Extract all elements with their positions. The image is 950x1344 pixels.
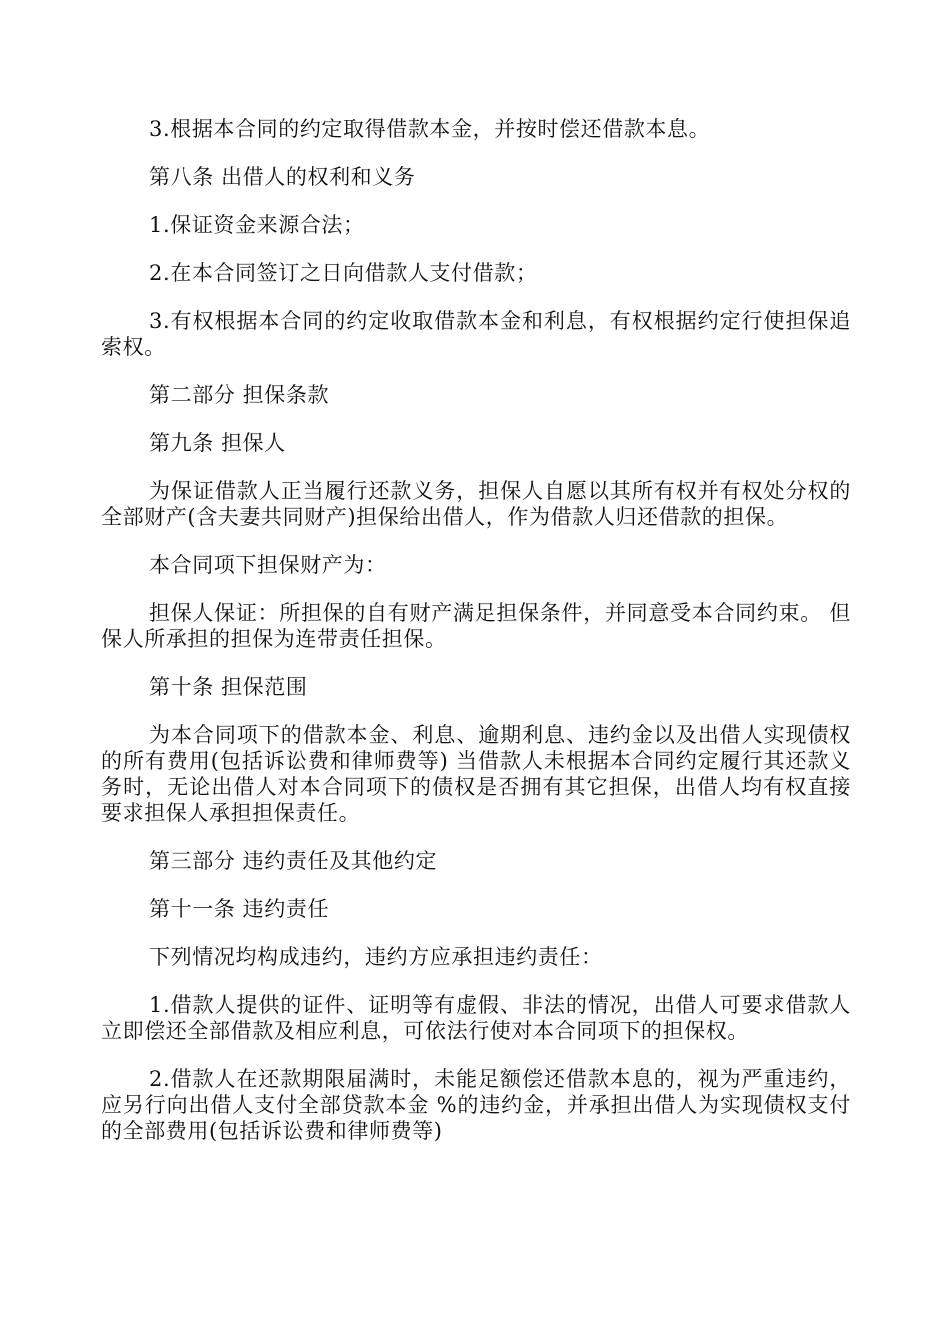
- paragraph-guarantee-intent: 为保证借款人正当履行还款义务，担保人自愿以其所有权并有权处分权的全部财产(含夫妻共同财产)担保给出借人，作为借款人归还借款的担保。: [101, 479, 851, 529]
- paragraph-guarantee-property: 本合同项下担保财产为：: [149, 553, 387, 577]
- paragraph-guarantee-scope: 为本合同项下的借款本金、利息、逾期利息、违约金以及出借人实现债权的所有费用(包括诉讼费和律师费等) 当借款人未根据本合同约定履行其还款义务时，无论出借人对本合同项下的债权是否拥有其它担保，出借人均有权直接要求担保人承担担保责任。: [101, 723, 851, 825]
- document-body: [101, 116, 851, 1166]
- heading-article-10: 第十条 担保范围: [149, 675, 308, 699]
- heading-article-8: 第八条 出借人的权利和义务: [149, 165, 416, 189]
- paragraph-repay-principal: 3.根据本合同的约定取得借款本金，并按时偿还借款本息。: [149, 117, 711, 141]
- paragraph-breach-false-docs: 1.借款人提供的证件、证明等有虚假、非法的情况，出借人可要求借款人立即偿还全部借款及相应利息，可依法行使对本合同项下的担保权。: [101, 993, 851, 1043]
- paragraph-legal-funds: 1.保证资金来源合法；: [149, 213, 365, 237]
- paragraph-breach-late-payment: 2.借款人在还款期限届满时，未能足额偿还借款本息的，视为严重违约，应另行向出借人支付全部贷款本金 %的违约金，并承担出借人为实现债权支付的全部费用(包括诉讼费和律师费等): [101, 1067, 851, 1143]
- paragraph-collect-rights: 3.有权根据本合同的约定收取借款本金和利息，有权根据约定行使担保追索权。: [101, 309, 851, 359]
- paragraph-pay-loan: 2.在本合同签订之日向借款人支付借款；: [149, 261, 538, 285]
- heading-part-3: 第三部分 违约责任及其他约定: [149, 849, 438, 873]
- paragraph-guarantor-pledge: 担保人保证：所担保的自有财产满足担保条件，并同意受本合同约束。 但保人所承担的担保为连带责任担保。: [101, 601, 851, 651]
- heading-article-9: 第九条 担保人: [149, 431, 286, 455]
- heading-part-2: 第二部分 担保条款: [149, 383, 330, 407]
- heading-article-11: 第十一条 违约责任: [149, 897, 330, 921]
- paragraph-breach-intro: 下列情况均构成违约，违约方应承担违约责任：: [149, 945, 603, 969]
